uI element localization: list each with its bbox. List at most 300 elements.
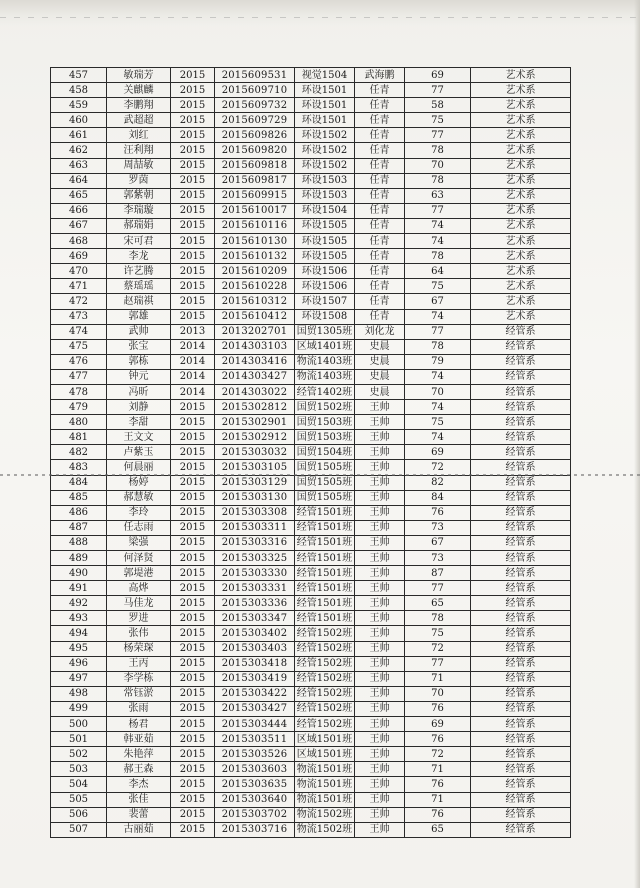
- enroll-year: 2015: [171, 400, 215, 415]
- score: 76: [405, 777, 471, 792]
- score: 78: [405, 339, 471, 354]
- score: 67: [405, 535, 471, 550]
- row-number: 498: [51, 686, 107, 701]
- teacher-name: 王帅: [355, 717, 405, 732]
- class-name: 经管1501班: [295, 566, 355, 581]
- table-row: [51, 792, 571, 807]
- score: 73: [405, 551, 471, 566]
- enroll-year: 2015: [171, 717, 215, 732]
- teacher-name: 任青: [355, 188, 405, 203]
- class-name: 国贸1502班: [295, 400, 355, 415]
- teacher-name: 王帅: [355, 671, 405, 686]
- student-id: 2015303130: [215, 490, 295, 505]
- row-number: 494: [51, 626, 107, 641]
- teacher-name: 任青: [355, 203, 405, 218]
- department: 经管系: [471, 460, 571, 475]
- department: 经管系: [471, 596, 571, 611]
- teacher-name: 王帅: [355, 762, 405, 777]
- row-number: 504: [51, 777, 107, 792]
- student-name: 何泽贤: [107, 551, 171, 566]
- enroll-year: 2015: [171, 792, 215, 807]
- score: 75: [405, 113, 471, 128]
- score: 70: [405, 384, 471, 399]
- teacher-name: 王帅: [355, 460, 405, 475]
- department: 经管系: [471, 566, 571, 581]
- department: 经管系: [471, 551, 571, 566]
- enroll-year: 2014: [171, 369, 215, 384]
- student-name: 冯昕: [107, 384, 171, 399]
- enroll-year: 2015: [171, 505, 215, 520]
- class-name: 环设1503: [295, 188, 355, 203]
- class-name: 区域1501班: [295, 747, 355, 762]
- table-row: [51, 415, 571, 430]
- student-id: 2015303311: [215, 520, 295, 535]
- teacher-name: 任青: [355, 158, 405, 173]
- enroll-year: 2015: [171, 98, 215, 113]
- row-number: 469: [51, 249, 107, 264]
- student-name: 郭雄: [107, 309, 171, 324]
- student-id: 2015303330: [215, 566, 295, 581]
- enroll-year: 2015: [171, 520, 215, 535]
- student-score-table: [50, 67, 571, 838]
- score: 78: [405, 143, 471, 158]
- enroll-year: 2015: [171, 158, 215, 173]
- class-name: 环设1503: [295, 173, 355, 188]
- score: 69: [405, 68, 471, 83]
- enroll-year: 2014: [171, 384, 215, 399]
- class-name: 国贸1503班: [295, 415, 355, 430]
- class-name: 环设1501: [295, 83, 355, 98]
- score: 63: [405, 188, 471, 203]
- department: 艺术系: [471, 188, 571, 203]
- student-name: 郭栋: [107, 354, 171, 369]
- enroll-year: 2015: [171, 490, 215, 505]
- teacher-name: 史晨: [355, 384, 405, 399]
- department: 艺术系: [471, 309, 571, 324]
- score: 72: [405, 641, 471, 656]
- scan-streak: [0, 474, 640, 476]
- row-number: 475: [51, 339, 107, 354]
- enroll-year: 2015: [171, 596, 215, 611]
- row-number: 500: [51, 717, 107, 732]
- table-row: [51, 747, 571, 762]
- student-id: 2015609531: [215, 68, 295, 83]
- table-row: [51, 143, 571, 158]
- enroll-year: 2015: [171, 475, 215, 490]
- enroll-year: 2015: [171, 671, 215, 686]
- row-number: 466: [51, 203, 107, 218]
- student-id: 2015610130: [215, 234, 295, 249]
- enroll-year: 2015: [171, 535, 215, 550]
- student-id: 2015303422: [215, 686, 295, 701]
- row-number: 501: [51, 732, 107, 747]
- table-row: [51, 581, 571, 596]
- class-name: 环设1507: [295, 294, 355, 309]
- enroll-year: 2015: [171, 218, 215, 233]
- score: 76: [405, 732, 471, 747]
- department: 经管系: [471, 732, 571, 747]
- student-name: 裴蕾: [107, 807, 171, 822]
- student-name: 刘红: [107, 128, 171, 143]
- student-id: 2015609710: [215, 83, 295, 98]
- student-id: 2015303640: [215, 792, 295, 807]
- score: 65: [405, 596, 471, 611]
- row-number: 472: [51, 294, 107, 309]
- department: 艺术系: [471, 173, 571, 188]
- score: 76: [405, 807, 471, 822]
- enroll-year: 2014: [171, 354, 215, 369]
- enroll-year: 2015: [171, 234, 215, 249]
- student-name: 郝王森: [107, 762, 171, 777]
- table-row: [51, 762, 571, 777]
- table-row: [51, 656, 571, 671]
- enroll-year: 2015: [171, 686, 215, 701]
- student-id: 2015610412: [215, 309, 295, 324]
- student-id: 2015609826: [215, 128, 295, 143]
- row-number: 474: [51, 324, 107, 339]
- student-name: 刘静: [107, 400, 171, 415]
- student-id: 2015610116: [215, 218, 295, 233]
- table-row: [51, 369, 571, 384]
- table-row: [51, 460, 571, 475]
- class-name: 物流1502班: [295, 822, 355, 837]
- teacher-name: 王帅: [355, 641, 405, 656]
- teacher-name: 王帅: [355, 747, 405, 762]
- class-name: 经管1501班: [295, 535, 355, 550]
- class-name: 经管1502班: [295, 701, 355, 716]
- student-name: 赵瑞祺: [107, 294, 171, 309]
- table-row: [51, 430, 571, 445]
- student-id: 2015303331: [215, 581, 295, 596]
- row-number: 471: [51, 279, 107, 294]
- row-number: 491: [51, 581, 107, 596]
- student-name: 罗茵: [107, 173, 171, 188]
- table-row: [51, 822, 571, 837]
- student-name: 李甜: [107, 415, 171, 430]
- row-number: 460: [51, 113, 107, 128]
- student-id: 2015303418: [215, 656, 295, 671]
- class-name: 国贸1503班: [295, 430, 355, 445]
- row-number: 493: [51, 611, 107, 626]
- student-name: 宋可君: [107, 234, 171, 249]
- score: 69: [405, 445, 471, 460]
- student-name: 王丙: [107, 656, 171, 671]
- student-name: 武超超: [107, 113, 171, 128]
- teacher-name: 王帅: [355, 777, 405, 792]
- department: 经管系: [471, 701, 571, 716]
- department: 经管系: [471, 777, 571, 792]
- enroll-year: 2015: [171, 626, 215, 641]
- department: 艺术系: [471, 113, 571, 128]
- student-name: 朱艳萍: [107, 747, 171, 762]
- student-id: 2015303603: [215, 762, 295, 777]
- table-row: [51, 611, 571, 626]
- enroll-year: 2015: [171, 777, 215, 792]
- score: 82: [405, 475, 471, 490]
- teacher-name: 王帅: [355, 701, 405, 716]
- score: 71: [405, 792, 471, 807]
- student-name: 许艺腾: [107, 264, 171, 279]
- student-id: 2015303403: [215, 641, 295, 656]
- score: 77: [405, 324, 471, 339]
- score: 71: [405, 762, 471, 777]
- student-id: 2015303511: [215, 732, 295, 747]
- enroll-year: 2015: [171, 460, 215, 475]
- department: 经管系: [471, 717, 571, 732]
- row-number: 476: [51, 354, 107, 369]
- score: 72: [405, 747, 471, 762]
- row-number: 482: [51, 445, 107, 460]
- student-id: 2015610209: [215, 264, 295, 279]
- department: 艺术系: [471, 128, 571, 143]
- class-name: 物流1502班: [295, 807, 355, 822]
- enroll-year: 2015: [171, 747, 215, 762]
- student-id: 2015610132: [215, 249, 295, 264]
- department: 艺术系: [471, 234, 571, 249]
- student-id: 2015303347: [215, 611, 295, 626]
- score: 74: [405, 309, 471, 324]
- row-number: 490: [51, 566, 107, 581]
- class-name: 国贸1505班: [295, 475, 355, 490]
- department: 艺术系: [471, 294, 571, 309]
- row-number: 479: [51, 400, 107, 415]
- department: 艺术系: [471, 68, 571, 83]
- score: 73: [405, 520, 471, 535]
- score: 74: [405, 369, 471, 384]
- teacher-name: 武海鹏: [355, 68, 405, 83]
- score: 74: [405, 218, 471, 233]
- enroll-year: 2015: [171, 188, 215, 203]
- department: 艺术系: [471, 264, 571, 279]
- teacher-name: 史晨: [355, 339, 405, 354]
- department: 艺术系: [471, 98, 571, 113]
- teacher-name: 王帅: [355, 400, 405, 415]
- teacher-name: 任青: [355, 249, 405, 264]
- enroll-year: 2015: [171, 128, 215, 143]
- row-number: 503: [51, 762, 107, 777]
- row-number: 483: [51, 460, 107, 475]
- enroll-year: 2015: [171, 807, 215, 822]
- teacher-name: 王帅: [355, 611, 405, 626]
- row-number: 465: [51, 188, 107, 203]
- student-id: 2015303419: [215, 671, 295, 686]
- table-row: [51, 324, 571, 339]
- table-row: [51, 234, 571, 249]
- enroll-year: 2015: [171, 143, 215, 158]
- table-row: [51, 218, 571, 233]
- table-row: [51, 475, 571, 490]
- enroll-year: 2015: [171, 445, 215, 460]
- teacher-name: 王帅: [355, 596, 405, 611]
- table-row: [51, 249, 571, 264]
- student-name: 郝瑞娟: [107, 218, 171, 233]
- student-id: 2015302901: [215, 415, 295, 430]
- student-id: 2015303635: [215, 777, 295, 792]
- table-row: [51, 505, 571, 520]
- teacher-name: 王帅: [355, 551, 405, 566]
- student-id: 2015609915: [215, 188, 295, 203]
- enroll-year: 2015: [171, 83, 215, 98]
- class-name: 经管1502班: [295, 641, 355, 656]
- student-name: 高烨: [107, 581, 171, 596]
- teacher-name: 王帅: [355, 535, 405, 550]
- score: 69: [405, 717, 471, 732]
- enroll-year: 2015: [171, 173, 215, 188]
- table-row: [51, 339, 571, 354]
- enroll-year: 2015: [171, 264, 215, 279]
- score: 78: [405, 611, 471, 626]
- class-name: 环设1506: [295, 264, 355, 279]
- row-number: 496: [51, 656, 107, 671]
- student-id: 2015609729: [215, 113, 295, 128]
- row-number: 492: [51, 596, 107, 611]
- score: 74: [405, 430, 471, 445]
- department: 经管系: [471, 581, 571, 596]
- student-id: 2015609818: [215, 158, 295, 173]
- student-id: 2015303316: [215, 535, 295, 550]
- class-name: 物流1501班: [295, 777, 355, 792]
- department: 经管系: [471, 822, 571, 837]
- class-name: 环设1505: [295, 234, 355, 249]
- teacher-name: 任青: [355, 279, 405, 294]
- teacher-name: 任青: [355, 128, 405, 143]
- teacher-name: 王帅: [355, 732, 405, 747]
- table-row: [51, 596, 571, 611]
- student-name: 杨荣琛: [107, 641, 171, 656]
- student-id: 2015303526: [215, 747, 295, 762]
- row-number: 488: [51, 535, 107, 550]
- class-name: 物流1403班: [295, 369, 355, 384]
- class-name: 经管1402班: [295, 384, 355, 399]
- department: 经管系: [471, 792, 571, 807]
- student-name: 武帅: [107, 324, 171, 339]
- enroll-year: 2015: [171, 822, 215, 837]
- class-name: 物流1403班: [295, 354, 355, 369]
- student-id: 2015303402: [215, 626, 295, 641]
- teacher-name: 任青: [355, 83, 405, 98]
- student-id: 2015610228: [215, 279, 295, 294]
- student-name: 李玲: [107, 505, 171, 520]
- row-number: 485: [51, 490, 107, 505]
- score: 77: [405, 203, 471, 218]
- row-number: 463: [51, 158, 107, 173]
- department: 经管系: [471, 535, 571, 550]
- scan-noise-line: [0, 17, 640, 18]
- table-row: [51, 173, 571, 188]
- score: 74: [405, 400, 471, 415]
- department: 艺术系: [471, 158, 571, 173]
- student-name: 张伟: [107, 626, 171, 641]
- department: 艺术系: [471, 143, 571, 158]
- student-name: 杨婷: [107, 475, 171, 490]
- class-name: 经管1502班: [295, 626, 355, 641]
- enroll-year: 2013: [171, 324, 215, 339]
- department: 经管系: [471, 430, 571, 445]
- table-row: [51, 279, 571, 294]
- table-row: [51, 158, 571, 173]
- enroll-year: 2015: [171, 701, 215, 716]
- table-row: [51, 535, 571, 550]
- class-name: 环设1502: [295, 143, 355, 158]
- row-number: 487: [51, 520, 107, 535]
- row-number: 481: [51, 430, 107, 445]
- table-row: [51, 807, 571, 822]
- table-row: [51, 98, 571, 113]
- table-row: [51, 777, 571, 792]
- department: 经管系: [471, 611, 571, 626]
- table-row: [51, 641, 571, 656]
- class-name: 国贸1305班: [295, 324, 355, 339]
- department: 经管系: [471, 671, 571, 686]
- student-name: 李瑞璇: [107, 203, 171, 218]
- department: 经管系: [471, 339, 571, 354]
- teacher-name: 任青: [355, 113, 405, 128]
- score: 65: [405, 822, 471, 837]
- table-row: [51, 188, 571, 203]
- department: 经管系: [471, 490, 571, 505]
- row-number: 489: [51, 551, 107, 566]
- student-name: 古丽茹: [107, 822, 171, 837]
- teacher-name: 史晨: [355, 369, 405, 384]
- row-number: 480: [51, 415, 107, 430]
- student-id: 2015303444: [215, 717, 295, 732]
- score: 74: [405, 234, 471, 249]
- score: 77: [405, 581, 471, 596]
- score: 70: [405, 158, 471, 173]
- enroll-year: 2015: [171, 415, 215, 430]
- teacher-name: 王帅: [355, 430, 405, 445]
- student-id: 2015303105: [215, 460, 295, 475]
- teacher-name: 任青: [355, 173, 405, 188]
- department: 经管系: [471, 747, 571, 762]
- enroll-year: 2015: [171, 203, 215, 218]
- row-number: 462: [51, 143, 107, 158]
- table-row: [51, 717, 571, 732]
- student-id: 2015610312: [215, 294, 295, 309]
- table-row: [51, 83, 571, 98]
- class-name: 经管1502班: [295, 686, 355, 701]
- scan-right-edge: [634, 0, 640, 888]
- student-id: 2015303308: [215, 505, 295, 520]
- teacher-name: 任青: [355, 309, 405, 324]
- class-name: 环设1502: [295, 158, 355, 173]
- class-name: 视觉1504: [295, 68, 355, 83]
- scan-top-shadow: [0, 0, 640, 26]
- class-name: 环设1508: [295, 309, 355, 324]
- score: 67: [405, 294, 471, 309]
- score: 75: [405, 626, 471, 641]
- student-name: 梁强: [107, 535, 171, 550]
- score: 64: [405, 264, 471, 279]
- score: 70: [405, 686, 471, 701]
- department: 经管系: [471, 807, 571, 822]
- enroll-year: 2015: [171, 732, 215, 747]
- class-name: 经管1502班: [295, 717, 355, 732]
- row-number: 461: [51, 128, 107, 143]
- score: 77: [405, 83, 471, 98]
- teacher-name: 王帅: [355, 490, 405, 505]
- student-id: 2015609817: [215, 173, 295, 188]
- teacher-name: 王帅: [355, 566, 405, 581]
- class-name: 经管1501班: [295, 611, 355, 626]
- department: 经管系: [471, 762, 571, 777]
- teacher-name: 王帅: [355, 822, 405, 837]
- table-row: [51, 671, 571, 686]
- class-name: 经管1501班: [295, 505, 355, 520]
- score: 84: [405, 490, 471, 505]
- enroll-year: 2015: [171, 279, 215, 294]
- teacher-name: 王帅: [355, 475, 405, 490]
